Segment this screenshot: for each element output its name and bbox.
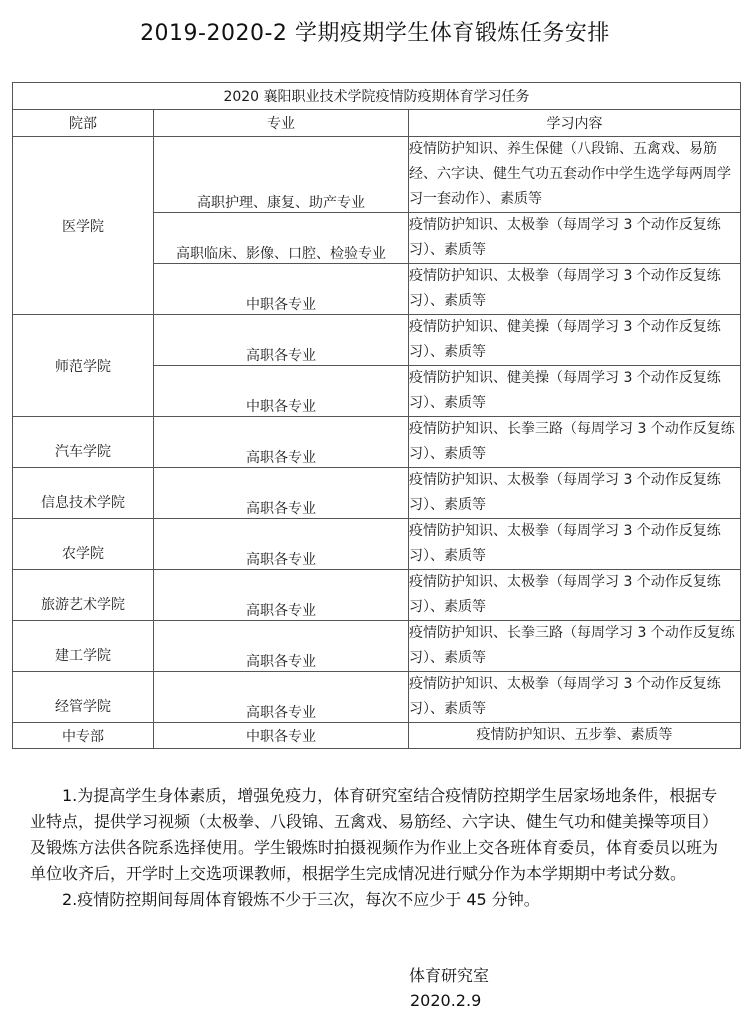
major-cell: 高职各专业 — [154, 315, 409, 366]
content-cell: 疫情防护知识、太极拳（每周学习 3 个动作反复练习）、素质等 — [409, 570, 741, 621]
major-cell: 高职各专业 — [154, 570, 409, 621]
major-cell: 高职各专业 — [154, 621, 409, 672]
content-cell: 疫情防护知识、太极拳（每周学习 3 个动作反复练习）、素质等 — [409, 468, 741, 519]
department-cell: 医学院 — [13, 137, 154, 315]
table-row — [13, 315, 741, 366]
department-cell: 经管学院 — [13, 672, 154, 723]
content-cell: 疫情防护知识、健美操（每周学习 3 个动作反复练习）、素质等 — [409, 315, 741, 366]
department-cell: 汽车学院 — [13, 417, 154, 468]
column-header-major: 专业 — [154, 110, 409, 137]
table-row — [13, 621, 741, 672]
signature-date: 2020.2.9 — [410, 991, 482, 1010]
content-cell: 疫情防护知识、养生保健（八段锦、五禽戏、易筋经、六字诀、健生气功五套动作中学生选学每两周学习一套动作）、素质等 — [409, 137, 741, 213]
table-row — [13, 417, 741, 468]
department-cell: 中专部 — [13, 723, 154, 749]
table-row — [13, 723, 741, 749]
major-cell: 高职各专业 — [154, 672, 409, 723]
column-header-department: 院部 — [13, 110, 154, 137]
table-row — [13, 519, 741, 570]
department-cell: 师范学院 — [13, 315, 154, 417]
department-cell: 信息技术学院 — [13, 468, 154, 519]
content-cell: 疫情防护知识、太极拳（每周学习 3 个动作反复练习）、素质等 — [409, 264, 741, 315]
department-cell: 建工学院 — [13, 621, 154, 672]
document-title: 2019-2020-2 学期疫期学生体育锻炼任务安排 — [140, 21, 610, 46]
content-cell: 疫情防护知识、健美操（每周学习 3 个动作反复练习）、素质等 — [409, 366, 741, 417]
content-cell: 疫情防护知识、太极拳（每周学习 3 个动作反复练习）、素质等 — [409, 213, 741, 264]
major-cell: 高职各专业 — [154, 417, 409, 468]
table-row — [13, 137, 741, 213]
content-cell: 疫情防护知识、五步拳、素质等 — [409, 723, 741, 749]
column-header-content: 学习内容 — [409, 110, 741, 137]
table-row — [13, 570, 741, 621]
table-row — [13, 672, 741, 723]
note-paragraph-2: 2.疫情防控期间每周体育锻炼不少于三次，每次不应少于 45 分钟。 — [62, 890, 540, 909]
major-cell: 高职临床、影像、口腔、检验专业 — [154, 213, 409, 264]
table-caption: 2020 襄阳职业技术学院疫情防疫期体育学习任务 — [13, 83, 741, 110]
department-cell: 旅游艺术学院 — [13, 570, 154, 621]
content-cell: 疫情防护知识、太极拳（每周学习 3 个动作反复练习）、素质等 — [409, 672, 741, 723]
notes-section — [30, 783, 730, 913]
content-cell: 疫情防护知识、长拳三路（每周学习 3 个动作反复练习）、素质等 — [409, 417, 741, 468]
content-cell: 疫情防护知识、太极拳（每周学习 3 个动作反复练习）、素质等 — [409, 519, 741, 570]
content-cell: 疫情防护知识、长拳三路（每周学习 3 个动作反复练习）、素质等 — [409, 621, 741, 672]
major-cell: 中职各专业 — [154, 264, 409, 315]
department-cell: 农学院 — [13, 519, 154, 570]
major-cell: 中职各专业 — [154, 366, 409, 417]
task-table — [12, 82, 741, 749]
major-cell: 中职各专业 — [154, 723, 409, 749]
signature-office: 体育研究室 — [409, 966, 490, 985]
major-cell: 高职各专业 — [154, 468, 409, 519]
table-header-row — [13, 110, 741, 137]
major-cell: 高职各专业 — [154, 519, 409, 570]
table-caption-row — [13, 83, 741, 110]
note-paragraph-1: 1.为提高学生身体素质，增强免疫力，体育研究室结合疫情防控期学生居家场地条件，根据专业特点，提供学习视频（太极拳、八段锦、五禽戏、易筋经、六字诀、健生气功和健美操等项目）及锻炼方法供各院系选择使用。学生锻炼时拍摄视频作为作业上交各班体育委员，体育委员以班为单位收齐后，开学时上交选项课教师，根据学生完成情况进行赋分作为本学期期中考试分数。 — [30, 786, 719, 883]
table-row — [13, 468, 741, 519]
major-cell: 高职护理、康复、助产专业 — [154, 137, 409, 213]
